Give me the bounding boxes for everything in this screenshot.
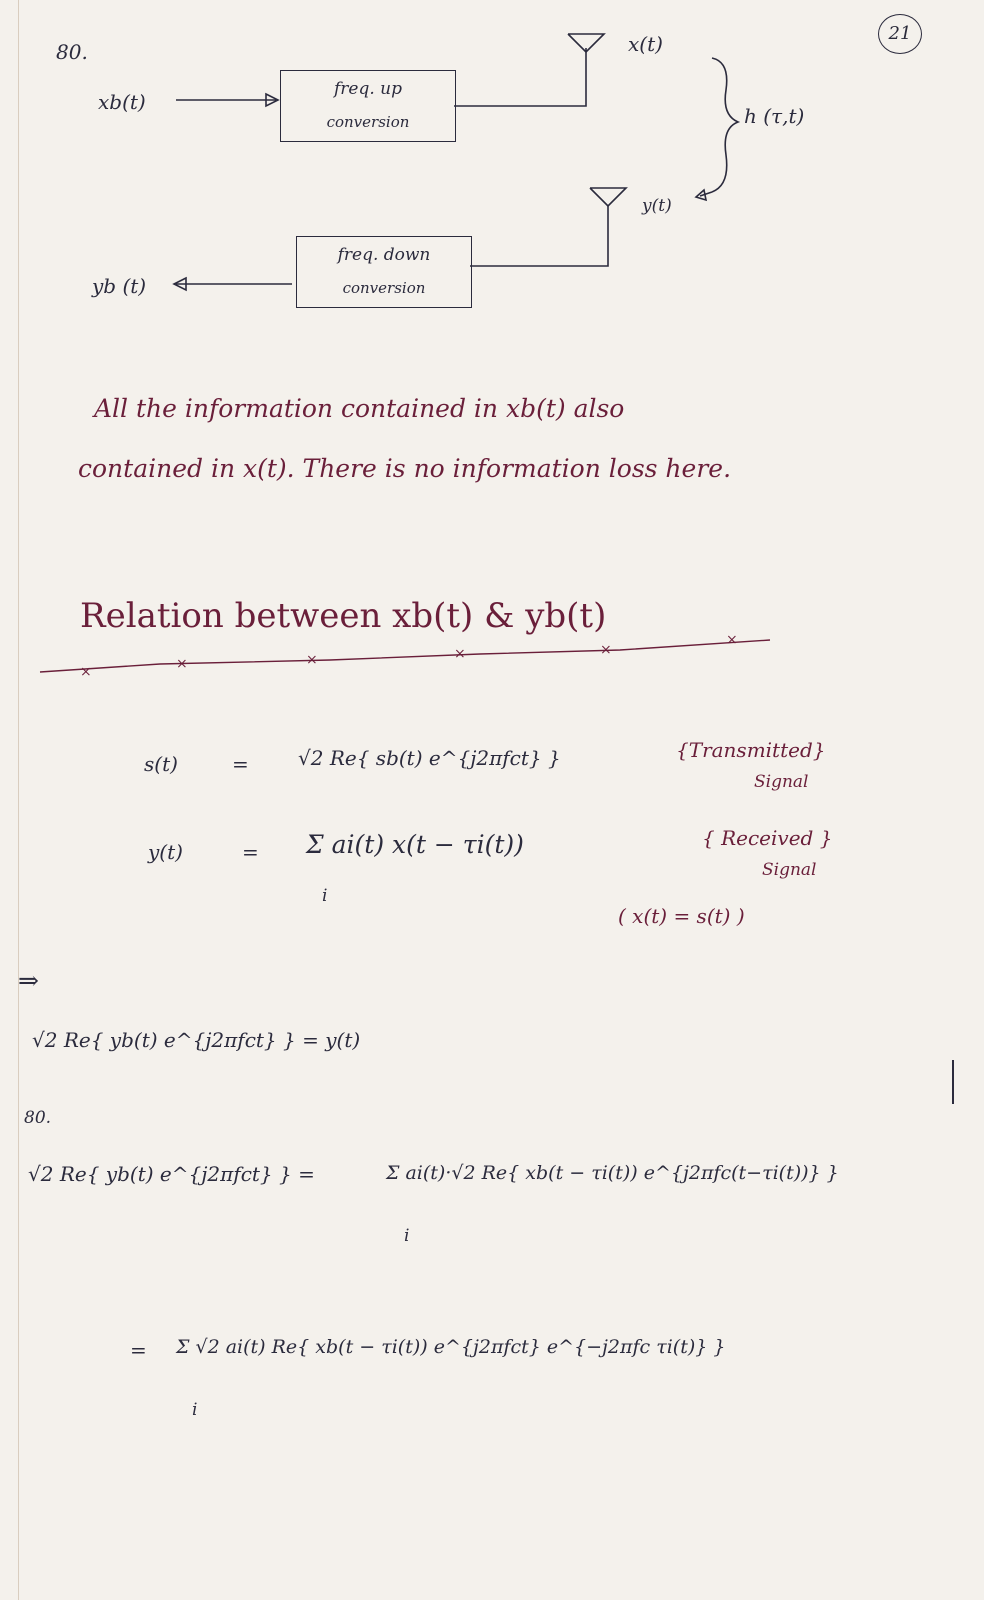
eq4-sum-index: i [404, 1226, 410, 1246]
note-line-2: contained in x(t). There is no information loss here. [78, 454, 732, 483]
s-rhs: √2 Re{ sb(t) e^{j2πfct} } [298, 746, 561, 770]
eq5-sum-index: i [192, 1400, 198, 1420]
y-equals: = [242, 840, 259, 864]
down-box-line2: conversion [342, 279, 426, 297]
y-lhs: y(t) [148, 840, 183, 864]
eq5-equals: = [130, 1338, 147, 1362]
section-heading: Relation between xb(t) & yb(t) [80, 596, 607, 636]
eq4-lhs: √2 Re{ yb(t) e^{j2πfct} } = [28, 1162, 315, 1186]
tx-signal-label: x(t) [628, 32, 663, 56]
output-signal-label: yb (t) [92, 274, 147, 298]
baseband-output-equation: √2 Re{ yb(t) e^{j2πfct} } = y(t) [32, 1028, 361, 1052]
svg-text:×: × [454, 646, 466, 662]
svg-text:×: × [176, 656, 188, 672]
solution-label: 80. [24, 1108, 52, 1128]
s-equals: = [232, 752, 249, 776]
input-signal-label: xb(t) [98, 90, 146, 114]
transmitted-note-line2: Signal [754, 772, 809, 792]
svg-text:×: × [726, 632, 738, 648]
x-equals-s-note: ( x(t) = s(t) ) [618, 904, 745, 928]
solution-label-top: 80. [56, 40, 88, 64]
received-note-line1: { Received } [702, 826, 833, 850]
channel-label: h (τ,t) [744, 104, 805, 128]
note-line-1: All the information contained in xb(t) also [94, 394, 625, 423]
s-lhs: s(t) [144, 752, 178, 776]
transmitted-note-line1: {Transmitted} [676, 738, 826, 762]
margin-pencil-mark [952, 1060, 954, 1104]
y-sum-index: i [322, 886, 328, 906]
up-box-line1: freq. up [334, 79, 402, 99]
down-box-line1: freq. down [337, 245, 431, 265]
svg-text:×: × [306, 652, 318, 668]
heading-underline [0, 0, 984, 700]
page-number: 21 [878, 14, 922, 54]
eq5-rhs: Σ √2 ai(t) Re{ xb(t − τi(t)) e^{j2πfct} e^{−j2πfc τi(t)} } [176, 1336, 726, 1358]
rx-signal-label: y(t) [642, 196, 672, 216]
implies-arrow: ⇒ [18, 966, 39, 995]
svg-text:×: × [80, 664, 92, 680]
up-box-line2: conversion [326, 113, 410, 131]
svg-text:×: × [600, 642, 612, 658]
y-rhs: Σ ai(t) x(t − τi(t)) [306, 830, 524, 859]
received-note-line2: Signal [762, 860, 817, 880]
eq4-rhs: Σ ai(t)·√2 Re{ xb(t − τi(t)) e^{j2πfc(t−τi(t))} } [386, 1162, 839, 1184]
